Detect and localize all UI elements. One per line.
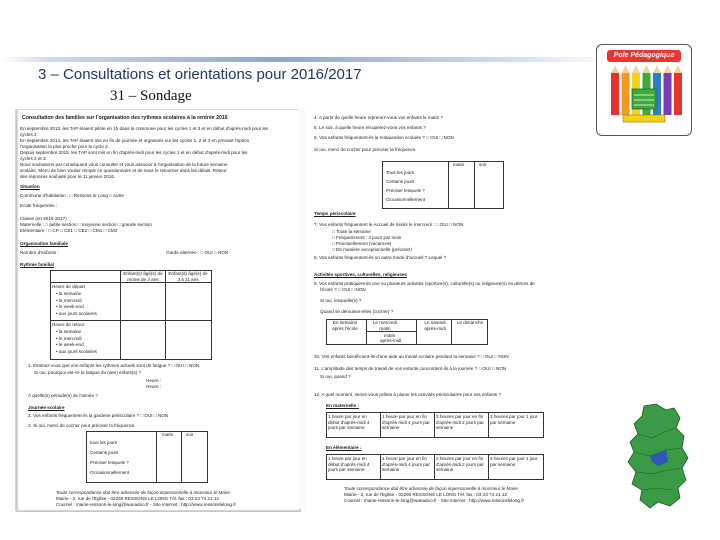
enfants-field: Nombre d'enfants :	[20, 250, 59, 255]
intro-line: Nous souhaitons par conséquent vous consulter et vous associer à l'organisation de la future semaine	[20, 162, 228, 167]
intro-line: scolaire. Merci de bien vouloir remplir ce questionnaire et de nous le retourner dans les délais. Retour	[20, 168, 227, 173]
activity-column-label: En semaine après l'école	[332, 320, 358, 331]
classe-field: Classe (en 2016-2017)	[20, 216, 67, 221]
table-line	[416, 319, 417, 344]
option-column-label: 3 heures par jour 1 jour par semaine	[490, 456, 538, 467]
pencil-tip	[611, 65, 619, 73]
page-shadow	[16, 110, 19, 510]
frequency-row-label: tous les jours	[90, 440, 118, 445]
question-1c: A quelle(s) période(s) de l'année ?	[28, 393, 98, 398]
footer-line-2: Mairie - 2, rue de l'Eglise - 02290 RESSONS LE LONG Tél. fax : 03 23 74 21 12	[56, 496, 219, 501]
footer-line-1: Toute correspondance doit être adressée de façon impersonnelle à monsieur le Maire	[344, 486, 518, 491]
intro-line: En septembre 2013, les TAP étaient pilote en 1h dans la commune pour les cycles 1 et 3 et en début d'après-midi pour les	[20, 126, 269, 131]
q7-option: □ Ponctuellement (vacances)	[332, 241, 392, 246]
restauration-row-label: Préciser lesquels ?	[386, 188, 425, 193]
header-divider	[0, 57, 620, 62]
table-line	[448, 161, 449, 208]
pencil-shape	[611, 73, 619, 115]
restauration-row-label: Tous les jours	[386, 170, 415, 175]
heure-label: Heure :	[146, 378, 162, 383]
right-question-line: 6. Vos enfants fréquentent-ils la restauration scolaire ? □ OUI □ NON	[314, 135, 454, 140]
pencil-tip	[653, 65, 661, 73]
col-soir: soir	[186, 432, 194, 437]
section-temps: Temps périscolaire	[314, 211, 356, 216]
survey-page-right	[306, 109, 588, 509]
garde-field: Garde alternée : □ OUI □ NON	[166, 250, 229, 255]
question-12: 12. A quel moment, seriez-vous prêtes à placer les activités périscolaires pour vos enfants ?	[314, 392, 501, 397]
restauration-row-label: Certains jours	[386, 179, 415, 184]
activity-column-label: Le mercredi matin	[372, 320, 398, 331]
question-3: 3. Si oui, merci de cocher pour préciser la fréquence	[28, 423, 135, 428]
option-column-label: 2 heures par jour en fin d'après-midi 2 jours par semaine	[436, 414, 484, 431]
survey-heading: Consultation des familles sur l'organisation des rythmes scolaires à la rentrée 2016	[22, 115, 228, 121]
ecole-field: Ecole fréquentée :	[20, 203, 58, 208]
col-matin: matin	[162, 432, 174, 437]
intro-line: cycles 2 et 3.	[20, 156, 47, 161]
department-map	[622, 402, 690, 510]
frequency-row-label: Préciser lesquels ?	[90, 460, 129, 465]
option-column-label: 2 heures par jour en fin d'après-midi 2 jours par semaine	[436, 456, 484, 473]
table-line	[488, 454, 489, 479]
option-column-label: 1 heure par jour en fin d'après-midi 4 jours par semaine	[382, 414, 430, 431]
pencil-tip	[622, 65, 630, 73]
question-7: 7. Vos enfants fréquentent le Accueil de loisirs le mercredi : □ OUI □ NON	[314, 222, 464, 227]
question-11: 11. L'amplitude des temps de travail de vos enfants concordent-ils à la journée ? □ OUI □ NON	[314, 366, 507, 371]
heure-retour-label: Heure de retour	[52, 322, 85, 327]
footer-line-1: Toute correspondance doit être adressée de façon impersonnelle à monsieur le Maire	[56, 490, 230, 495]
table-line	[380, 412, 381, 437]
option-column-label: 1 heure par jour en fin d'après-midi 4 jours par semaine	[382, 456, 430, 473]
table-line	[380, 454, 381, 479]
footer-line-2: Mairie - 2, rue de l'Eglise - 02290 RESSONS LE LONG Tél. fax : 03 23 74 21 12	[344, 492, 507, 497]
heure-depart-label: Heure de départ	[52, 284, 86, 289]
table-line	[434, 412, 435, 437]
school-logo	[596, 44, 692, 136]
depart-item: • aux jours scolaires	[56, 310, 97, 316]
pencil-tip	[664, 65, 672, 73]
section-activites: Activités sportives, culturelles, religieuses	[314, 272, 407, 277]
pencils-icon	[603, 65, 685, 127]
maternelle-field: Maternelle : □ petite section □ moyenne section □ grande section	[20, 222, 152, 227]
intro-line: Depuis septembre 2015, les TAP sont mis en fin d'après-midi pour les cycles 1 et en début d'après-midi pour les	[20, 150, 248, 155]
section-situation: Situation	[20, 184, 40, 189]
right-question-line: 5. Le soir, à quelle heure récupérez-vous vos enfants ?	[314, 125, 426, 130]
table-line	[181, 431, 182, 482]
pencil-tip	[632, 65, 640, 73]
col-3-11: Enfant(s) âgé(s) de 3 à 11 ans	[168, 271, 208, 282]
pencil-shape	[674, 73, 682, 115]
q7-option: □ Toute la semaine	[332, 229, 371, 234]
heure-label-2: Heure :	[146, 384, 162, 389]
survey-page-left	[15, 109, 300, 511]
question-10: 10. Vos enfants bénéficient-ils d'une aide au travail scolaire pendant la semaine ? □ OUI □ NON	[314, 354, 509, 359]
option-column-label: 3 heures par jour 1 jour par semaine	[490, 414, 538, 425]
question-8: 8. Vos enfants fréquentent-ils un autre mode d'accueil ? Lequel ?	[314, 255, 447, 260]
intro-line: cycles 2.	[20, 132, 38, 137]
activity-column-label: Le dimanche	[456, 320, 484, 325]
activity-sub-label: matin	[384, 333, 396, 338]
frequency-row-label: Occasionnellement	[90, 470, 130, 475]
footer-line-3: Courriel : mairie-ressons-le-long@wanadoo.fr - Site internet : http://www.ressonslelong.fr	[344, 498, 525, 503]
pencil-tip	[674, 65, 682, 73]
question-9c: Si oui, lesquelle(s) ?	[320, 298, 362, 303]
table-line	[165, 270, 166, 359]
col-soir: soir	[479, 162, 487, 167]
activity-column-label: Le samedi après-midi	[424, 320, 446, 331]
intro-line: des réponses souhaité pour le 11 janvier 2016.	[20, 174, 116, 179]
frequency-row-label: Certains jours	[90, 450, 119, 455]
footer-line-3: Courriel : mairie-ressons-le-long@wanadoo.fr - Site internet : http://www.ressonslelong.fr	[56, 502, 237, 507]
commune-field: Commune d'habitation : □ Ressons le Long □ Autre	[20, 193, 124, 198]
retour-item: • aux jours scolaires	[56, 348, 97, 354]
retour-item: • la semaine	[56, 329, 82, 334]
retour-item: • le week-end	[56, 342, 84, 347]
slide-title: 3 – Consultations et orientations pour 2016/2017	[38, 66, 362, 83]
logo-label: Pole Pédagogique	[607, 50, 681, 62]
question-9d: Quand se déroulent-elles (cocher) ?	[320, 309, 394, 314]
q7-option: □ Fréquemment : 2 jours par mois	[332, 235, 402, 240]
section-organisation: Organisation familiale	[20, 241, 68, 246]
depart-item: • le week-end	[56, 304, 84, 309]
question-9b: l'école ? □ OUI □ NON	[320, 287, 366, 292]
slide-subtitle: 31 – Sondage	[110, 88, 192, 104]
label-maternelle: En maternelle :	[326, 403, 359, 408]
table-line	[120, 270, 121, 359]
page-gutter	[298, 109, 306, 509]
question-9: 9. Vos enfants pratiquent-ils une ou plusieurs activités (sportive(s), culturelle(s) ou religieuse(s) en dehors de	[314, 281, 535, 286]
question-1: 1. Estimez-vous que vos enfants les rythmes actuels sont de fatigue ? □ OUI □ NON	[28, 363, 200, 368]
pencil-shape	[664, 73, 672, 115]
label-elementaire: En élémentaire :	[326, 445, 362, 450]
restauration-row-label: Occasionnellement	[386, 197, 426, 202]
depart-item: • le mercredi	[56, 297, 82, 303]
right-question-line: Si oui, merci de cocher pour préciser la fréquence	[314, 147, 416, 152]
intro-line: En septembre 2014, les TAP étaient mis en fin de journée et organisés sur les cycles 1, 2 et 3 en prenant l'option	[20, 138, 250, 143]
col-matin: matin	[453, 162, 465, 167]
section-journee: Journée scolaire	[28, 405, 65, 410]
question-1b: Si oui, pourquoi est-ce la fatigue du (des) enfant(s) ?	[34, 370, 141, 375]
elementaire-field: Elémentaire : □ CP □ CE1 □ CE2 □ CM1 □ CM2	[20, 228, 118, 233]
question-11b: Si oui, quand ?	[320, 374, 351, 379]
pencil-shape	[622, 73, 630, 115]
table-line	[50, 320, 211, 321]
right-question-line: 4. A partir de quelle heure reprenez-vous vos enfants le matin ?	[314, 115, 443, 120]
section-rythme: Rythme familial	[20, 262, 54, 267]
table-line	[434, 454, 435, 479]
pencil-tip	[643, 65, 651, 73]
col-under-3: Enfant(s) âgé(s) de moins de 3 ans	[123, 271, 163, 282]
table-line	[474, 161, 475, 208]
table-line	[488, 412, 489, 437]
q7-option: □ De manière exceptionnelle (précisez)	[332, 247, 412, 252]
option-column-label: 1 heure par jour en début d'après-midi 4 jours par semaine	[328, 414, 370, 431]
activity-sub-label: après-midi	[380, 338, 402, 343]
question-2: 2. Vos enfants fréquentent-ils la garderie périscolaire ? □ OUI □ NON	[28, 413, 169, 418]
table-line	[156, 431, 157, 482]
retour-item: • le mercredi	[56, 335, 82, 341]
intro-line: l'organisation la plus proche pour le cycle 2.	[20, 144, 109, 149]
option-column-label: 1 heure par jour en début d'après-midi 4 jours par semaine	[328, 456, 370, 473]
depart-item: • la semaine	[56, 291, 82, 296]
